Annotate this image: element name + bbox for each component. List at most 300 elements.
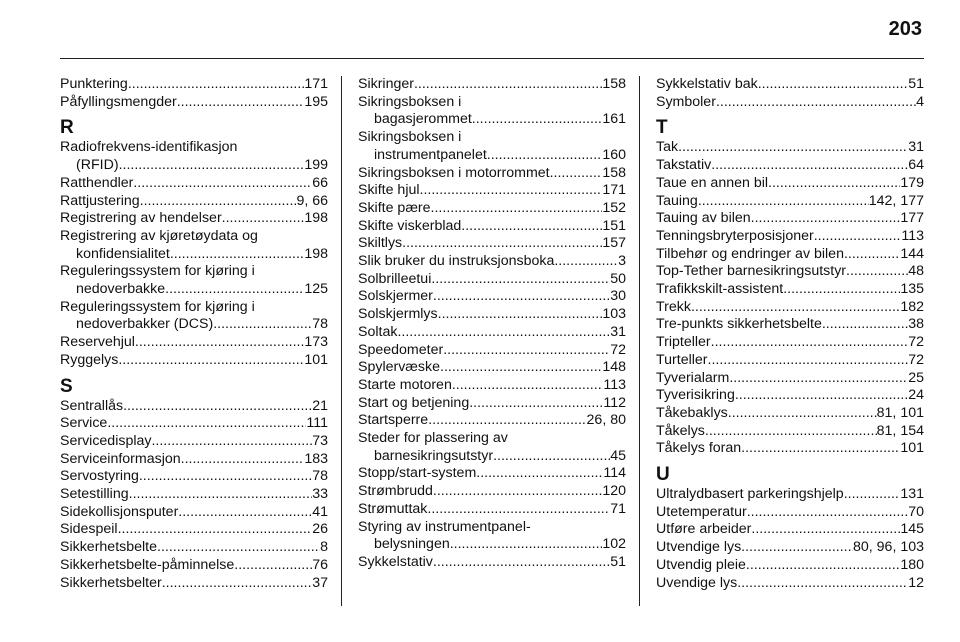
index-entry: [60, 451, 328, 469]
dot-leader: [716, 94, 916, 112]
index-entry-page: 198: [304, 210, 328, 227]
index-entry-label: Tåkelys: [656, 422, 705, 439]
index-entry-label: Tyverialarm: [656, 369, 730, 386]
index-entry: [656, 281, 924, 299]
index-entry-page: 80, 96, 103: [853, 539, 924, 556]
dot-leader: [461, 218, 602, 236]
index-column-3: [656, 76, 924, 592]
index-entry-label: Solskjermlys: [358, 306, 438, 323]
index-entry-label: Tauing: [656, 192, 698, 209]
index-entry-page: 183: [304, 450, 328, 467]
page-number: 203: [888, 18, 922, 40]
index-entry-label: Soltak: [358, 323, 398, 340]
dot-leader: [119, 157, 305, 175]
index-entry-page: 9, 66: [296, 192, 328, 209]
index-entry-label: nedoverbakke: [76, 281, 166, 298]
index-entry: [656, 521, 924, 539]
index-entry: [60, 504, 328, 522]
index-entry-label: Starte motoren: [358, 376, 452, 393]
dot-leader: [758, 76, 909, 94]
dot-leader: [737, 575, 908, 593]
index-entry: [60, 539, 328, 557]
index-entry: [656, 334, 924, 352]
index-entry-label: Sentrallås: [60, 397, 124, 414]
index-entry-page: 198: [304, 245, 328, 262]
index-entry: [358, 218, 626, 236]
index-entry-label: Sikringsboksen i motorrommet: [358, 164, 550, 181]
dot-leader: [414, 76, 602, 94]
index-entry-page: 125: [304, 281, 328, 298]
index-entry-page: 37: [312, 574, 328, 591]
dot-leader: [170, 246, 304, 264]
index-entry: [60, 521, 328, 539]
column-divider: [341, 76, 342, 606]
index-entry: [656, 228, 924, 246]
index-entry: [358, 147, 626, 165]
index-entry-label: Tre-punkts sikkerhetsbelte: [656, 316, 822, 333]
index-entry-page: 30: [610, 288, 626, 305]
index-entry-page: 157: [602, 235, 626, 252]
index-entry: [656, 139, 924, 157]
index-entry-label: Uvendige lys: [656, 574, 738, 591]
index-entry-page: 24: [908, 387, 924, 404]
index-letter-heading: R: [60, 117, 74, 139]
index-entry-label: Tyverisikring: [656, 387, 735, 404]
index-entry-page: 4: [916, 93, 924, 110]
index-entry: [358, 271, 626, 289]
index-entry-page: 199: [304, 157, 328, 174]
index-entry-label: konfidensialitet: [76, 245, 170, 262]
index-entry-page: 81, 154: [876, 422, 924, 439]
index-entry-page: 70: [908, 503, 924, 520]
index-entry: [656, 316, 924, 334]
index-entry-label: Solbrilleetui: [358, 270, 432, 287]
index-entry-page: 158: [602, 164, 626, 181]
dot-leader: [107, 415, 306, 433]
index-entry: [656, 94, 924, 112]
index-entry: [656, 76, 924, 94]
index-entry: [60, 468, 328, 486]
index-entry: [60, 76, 328, 94]
index-entry: [358, 377, 626, 395]
index-entry-label: Trekk: [656, 298, 691, 315]
index-entry: [358, 306, 626, 324]
index-entry: [656, 193, 924, 211]
index-entry: [656, 575, 924, 593]
index-entry-label: Takstativ: [656, 157, 712, 174]
dot-leader: [433, 554, 610, 572]
index-entry: [358, 483, 626, 501]
index-entry: [60, 316, 328, 334]
index-entry-page: 135: [900, 281, 924, 298]
dot-leader: [177, 94, 305, 112]
index-entry: [656, 352, 924, 370]
index-entry-label: Sikkerhetsbelte: [60, 539, 157, 556]
dot-leader: [123, 398, 312, 416]
dot-leader: [741, 440, 900, 458]
dot-leader: [178, 504, 312, 522]
index-entry: [656, 370, 924, 388]
index-entry-label: Sykkelstativ bak: [656, 76, 758, 92]
index-entry-page: 76: [312, 556, 328, 573]
index-entry-page: 171: [602, 182, 626, 199]
index-entry-page: 102: [602, 536, 626, 553]
index-entry-label: Strømuttak: [358, 500, 428, 517]
index-entry: [358, 235, 626, 253]
dot-leader: [708, 352, 909, 370]
index-entry-page: 41: [312, 503, 328, 520]
dot-leader: [118, 521, 313, 539]
index-entry-page: 195: [304, 93, 328, 110]
index-entry: [358, 412, 626, 430]
index-entry-page: 51: [908, 76, 924, 92]
dot-leader: [729, 370, 908, 388]
index-entry: [60, 210, 328, 228]
dot-leader: [450, 536, 603, 554]
index-entry-label: Sidespeil: [60, 521, 118, 538]
index-entry-label: Taue en annen bil: [656, 174, 769, 191]
index-entry-label: Ultralydbasert parkeringshjelp: [656, 486, 844, 503]
dot-leader: [741, 539, 853, 557]
index-entry-label: Symboler: [656, 93, 716, 110]
dot-leader: [162, 575, 312, 593]
dot-leader: [822, 316, 908, 334]
index-entry-label: Skifte viskerblad: [358, 217, 462, 234]
index-entry-label: Stopp/start-system: [358, 465, 477, 482]
index-entry-line: Sikringsboksen i: [358, 129, 462, 146]
index-entry-label: Tak: [656, 139, 679, 156]
index-entry-line: Reguleringssystem for kjøring i: [60, 298, 255, 315]
index-entry-page: 26: [312, 521, 328, 538]
index-entry: [60, 352, 328, 370]
index-entry-label: Top-Tether barnesikringsutstyr: [656, 263, 847, 280]
index-entry: [358, 501, 626, 519]
index-entry: [60, 398, 328, 416]
index-entry: [656, 246, 924, 264]
index-entry-page: 26, 80: [586, 412, 626, 429]
dot-leader: [751, 210, 901, 228]
dot-leader: [711, 157, 908, 175]
index-entry-label: Service: [60, 415, 108, 432]
index-entry-page: 45: [610, 447, 626, 464]
index-entry-line: Sikringsboksen i: [358, 93, 462, 110]
dot-leader: [433, 288, 610, 306]
index-entry-label: Solskjermer: [358, 288, 433, 305]
dot-leader: [140, 193, 297, 211]
index-entry-page: 72: [908, 334, 924, 351]
index-entry-page: 31: [610, 323, 626, 340]
index-entry-page: 8: [320, 539, 328, 556]
index-entry: [60, 281, 328, 299]
index-entry: [656, 157, 924, 175]
index-entry-label: Spylervæske: [358, 359, 441, 376]
index-entry: [656, 440, 924, 458]
dot-leader: [420, 182, 603, 200]
index-entry-label: Utetemperatur: [656, 503, 747, 520]
index-entry: [358, 554, 626, 572]
index-entry: [358, 536, 626, 554]
index-entry-label: Setestilling: [60, 486, 129, 503]
index-entry: [656, 405, 924, 423]
index-entry-label: Sikkerhetsbelte-påminnelse: [60, 556, 235, 573]
index-entry-page: 101: [900, 440, 924, 457]
index-entry: [656, 486, 924, 504]
header-rule: [60, 58, 924, 59]
index-entry-page: 160: [602, 146, 626, 163]
index-entry-page: 182: [900, 298, 924, 315]
index-entry-label: (RFID): [76, 157, 119, 174]
index-entry-line: Registrering av kjøretøydata og: [60, 227, 258, 244]
index-entry-label: bagasjerommet: [374, 111, 472, 128]
index-entry: [656, 423, 924, 441]
index-entry-page: 66: [312, 174, 328, 191]
dot-leader: [213, 316, 312, 334]
index-entry: [60, 433, 328, 451]
index-entry-label: Skifte hjul: [358, 182, 420, 199]
index-entry-label: Utvendige lys: [656, 539, 742, 556]
index-entry-page: 171: [304, 76, 328, 92]
index-entry-label: Sidekollisjonsputer: [60, 503, 179, 520]
index-entry-page: 38: [908, 316, 924, 333]
index-entry-line: Reguleringssystem for kjøring i: [60, 263, 255, 280]
dot-leader: [234, 557, 312, 575]
index-entry: [656, 504, 924, 522]
dot-leader: [472, 111, 603, 129]
dot-leader: [397, 324, 610, 342]
index-entry: [60, 94, 328, 112]
dot-leader: [181, 451, 305, 469]
index-entry-label: Strømbrudd: [358, 483, 433, 500]
dot-leader: [133, 175, 312, 193]
index-entry-label: Tenningsbryterposisjoner: [656, 227, 814, 244]
index-entry-page: 145: [900, 521, 924, 538]
index-entry: [358, 182, 626, 200]
index-entry-label: Servicedisplay: [60, 432, 152, 449]
index-entry-page: 73: [312, 432, 328, 449]
index-entry-page: 161: [602, 111, 626, 128]
dot-leader: [135, 334, 304, 352]
dot-leader: [118, 352, 304, 370]
index-entry: [656, 539, 924, 557]
dot-leader: [554, 253, 618, 271]
index-entry-page: 64: [908, 157, 924, 174]
index-entry-page: 142, 177: [868, 192, 924, 209]
index-entry-page: 113: [603, 376, 626, 393]
dot-leader: [165, 281, 304, 299]
index-entry-page: 78: [312, 468, 328, 485]
index-letter-heading: S: [60, 375, 73, 397]
index-entry: [358, 448, 626, 466]
index-entry-label: Tåkebaklys: [656, 404, 728, 421]
dot-leader: [735, 387, 908, 405]
dot-leader: [139, 468, 312, 486]
index-entry: [656, 299, 924, 317]
index-entry-label: Påfyllingsmengder: [60, 93, 177, 110]
dot-leader: [844, 246, 900, 264]
index-entry: [358, 165, 626, 183]
index-entry-label: belysningen: [374, 536, 450, 553]
index-entry-page: 112: [603, 394, 626, 411]
index-entry-label: Turteller: [656, 351, 708, 368]
index-entry: [60, 175, 328, 193]
index-entry: [358, 359, 626, 377]
index-entry-label: Tilbehør og endringer av bilen: [656, 245, 844, 262]
dot-leader: [698, 193, 869, 211]
index-entry-page: 72: [908, 351, 924, 368]
index-entry-label: instrumentpanelet: [374, 146, 487, 163]
dot-leader: [431, 271, 610, 289]
index-entry-label: Startsperre: [358, 412, 429, 429]
dot-leader: [222, 210, 305, 228]
index-entry-label: Tripteller: [656, 334, 711, 351]
dot-leader: [711, 334, 909, 352]
dot-leader: [783, 281, 900, 299]
index-entry-label: Skifte pære: [358, 199, 431, 216]
index-entry-label: Servostyring: [60, 468, 139, 485]
dot-leader: [691, 299, 900, 317]
index-entry: [358, 465, 626, 483]
index-entry-label: Utvendig pleie: [656, 556, 746, 573]
index-entry-page: 103: [602, 306, 626, 323]
dot-leader: [151, 433, 312, 451]
index-column-1: [60, 76, 328, 592]
index-entry: [656, 387, 924, 405]
dot-leader: [746, 557, 900, 575]
index-entry-page: 3: [618, 253, 626, 270]
index-entry-label: Tåkelys foran: [656, 440, 742, 457]
index-entry: [358, 200, 626, 218]
dot-leader: [751, 521, 900, 539]
dot-leader: [128, 76, 305, 94]
index-entry-label: Utføre arbeider: [656, 521, 752, 538]
index-entry: [60, 157, 328, 175]
index-entry-label: Reservehjul: [60, 334, 135, 351]
index-entry-page: 72: [610, 341, 626, 358]
index-entry-label: Ratthendler: [60, 174, 134, 191]
index-entry-label: Sikringer: [358, 76, 414, 92]
index-entry: [656, 263, 924, 281]
index-entry-page: 179: [900, 174, 924, 191]
dot-leader: [431, 200, 603, 218]
dot-leader: [768, 175, 900, 193]
index-entry: [60, 246, 328, 264]
index-entry-page: 31: [908, 139, 924, 156]
index-entry-label: Slik bruker du instruksjonsboka: [358, 253, 555, 270]
index-entry: [358, 253, 626, 271]
dot-leader: [476, 465, 603, 483]
index-entry-label: Registrering av hendelser: [60, 210, 222, 227]
index-entry-label: Punktering: [60, 76, 128, 92]
index-entry-page: 173: [304, 334, 328, 351]
index-entry-page: 12: [908, 574, 924, 591]
dot-leader: [440, 359, 602, 377]
dot-leader: [428, 412, 586, 430]
dot-leader: [433, 483, 602, 501]
index-entry-label: Sykkelstativ: [358, 553, 433, 570]
dot-leader: [728, 405, 877, 423]
index-entry-page: 50: [610, 270, 626, 287]
index-entry: [656, 557, 924, 575]
index-letter-heading: U: [656, 464, 670, 486]
index-entry-page: 114: [603, 465, 626, 482]
index-entry: [358, 288, 626, 306]
index-entry-page: 21: [312, 397, 328, 414]
index-entry-line: Radiofrekvens-identifikasjon: [60, 139, 238, 156]
index-entry-page: 81, 101: [876, 404, 924, 421]
index-entry-label: Speedometer: [358, 341, 444, 358]
dot-leader: [550, 165, 603, 183]
index-entry-page: 25: [908, 369, 924, 386]
dot-leader: [844, 486, 901, 504]
dot-leader: [438, 306, 603, 324]
index-entry-page: 71: [610, 500, 626, 517]
index-entry-page: 144: [900, 245, 924, 262]
index-entry-page: 78: [312, 316, 328, 333]
dot-leader: [846, 263, 908, 281]
index-entry-page: 33: [312, 486, 328, 503]
dot-leader: [452, 377, 604, 395]
dot-leader: [157, 539, 320, 557]
dot-leader: [493, 448, 610, 466]
index-entry: [358, 111, 626, 129]
dot-leader: [427, 501, 610, 519]
dot-leader: [747, 504, 909, 522]
index-entry-page: 148: [602, 359, 626, 376]
index-entry-label: Rattjustering: [60, 192, 140, 209]
index-entry: [60, 193, 328, 211]
index-entry: [656, 210, 924, 228]
index-entry: [60, 486, 328, 504]
index-entry-label: barnesikringsutstyr: [374, 447, 494, 464]
dot-leader: [402, 235, 602, 253]
index-entry-label: Start og betjening: [358, 394, 470, 411]
index-entry-page: 152: [602, 199, 626, 216]
dot-leader: [705, 423, 877, 441]
index-entry-line: Steder for plassering av: [358, 430, 508, 447]
column-divider: [639, 76, 640, 606]
dot-leader: [487, 147, 603, 165]
dot-leader: [129, 486, 313, 504]
index-entry-label: Trafikkskilt-assistent: [656, 281, 784, 298]
index-entry-label: nedoverbakker (DCS): [76, 316, 214, 333]
index-entry-label: Skiltlys: [358, 235, 403, 252]
dot-leader: [814, 228, 902, 246]
index-entry-label: Serviceinformasjon: [60, 450, 181, 467]
index-entry: [60, 557, 328, 575]
index-entry: [656, 175, 924, 193]
index-entry: [358, 76, 626, 94]
index-letter-heading: T: [656, 117, 668, 139]
index-entry-page: 120: [602, 483, 626, 500]
index-entry-page: 180: [900, 556, 924, 573]
index-entry-label: Sikkerhetsbelter: [60, 574, 162, 591]
index-entry-page: 48: [908, 263, 924, 280]
dot-leader: [678, 139, 908, 157]
index-entry: [358, 324, 626, 342]
index-entry: [358, 342, 626, 360]
index-entry: [60, 334, 328, 352]
index-entry-line: Styring av instrumentpanel-: [358, 518, 531, 535]
dot-leader: [469, 395, 603, 413]
index-column-2: [358, 76, 626, 572]
index-entry-page: 101: [304, 351, 328, 368]
index-entry: [60, 415, 328, 433]
index-entry-page: 158: [602, 76, 626, 92]
index-entry-label: Tauing av bilen: [656, 210, 751, 227]
index-entry-page: 131: [900, 486, 924, 503]
index-entry-page: 113: [901, 227, 924, 244]
index-entry: [60, 575, 328, 593]
